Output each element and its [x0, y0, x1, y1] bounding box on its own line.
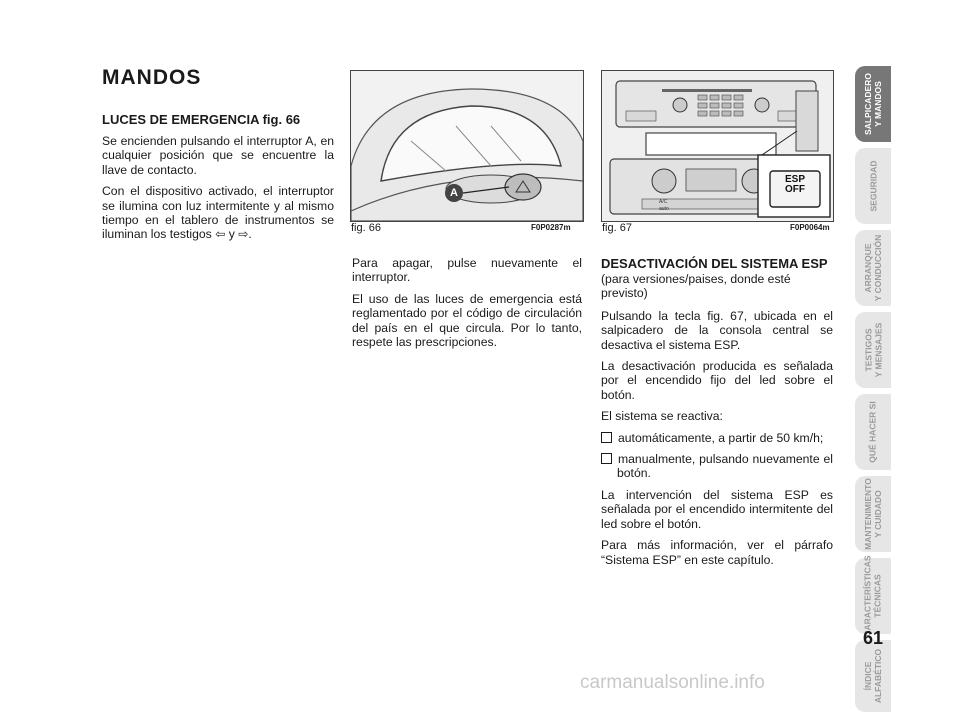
esp-label: ESP — [784, 174, 805, 185]
tab-testigos-y-mensajes[interactable] — [855, 312, 891, 388]
tab-arranque-y-conduccion[interactable] — [855, 230, 891, 306]
paragraph: Para apagar, pulse nuevamente el interruptor. — [352, 256, 582, 285]
checkbox-bullet-icon — [601, 453, 612, 464]
paragraph: Se encienden pulsando el interruptor A, en cualquier posición que se encuentre la llave de contacto. — [102, 134, 334, 177]
page-number: 61 — [862, 628, 884, 648]
paragraph: El sistema se reactiva: — [601, 409, 723, 424]
list-item — [601, 452, 833, 481]
page-title: MANDOS — [102, 66, 202, 89]
figure-66-code: F0P0287m — [531, 223, 571, 232]
esp-off-button-label — [770, 175, 820, 195]
paragraph: Con el dispositivo activado, el interruptor se ilumina con luz intermitente y al mismo tiempo en el tablero de instrumentos se iluminan los testigos ⇦ y ⇨. — [102, 184, 334, 242]
hazard-switch-illustration — [351, 71, 583, 221]
tab-salpicadero-y-mandos[interactable] — [855, 66, 891, 142]
off-label: OFF — [785, 184, 805, 195]
center-console-illustration — [602, 71, 833, 221]
column-right — [601, 256, 833, 574]
section-subtitle: (para versiones/paises, donde esté previsto) — [601, 272, 791, 301]
tab-label: TESTIGOS Y MENSAJES — [863, 322, 884, 378]
list-item-text: manualmente, pulsando nuevamente el botón. — [617, 452, 833, 481]
list-item-text: automáticamente, a partir de 50 km/h; — [618, 430, 824, 445]
tab-label: MANTENIMIENTO Y CUIDADO — [863, 478, 883, 550]
tab-label: ÍNDICE ALFABÉTICO — [863, 648, 883, 704]
paragraph: El uso de las luces de emergencia está reglamentado por el código de circulación del país en el que circula. Por lo tanto, respete las prescripciones. — [352, 291, 582, 350]
paragraph: Pulsando la tecla fig. 67, ubicada en el salpicadero de la consola central se desactiva el sistema ESP. — [601, 308, 833, 352]
figure-66-caption: fig. 66 — [351, 222, 381, 234]
figure-67-code: F0P0064m — [790, 223, 830, 232]
tab-label: ARRANQUE Y CONDUCCIÓN — [863, 234, 883, 302]
watermark-text: carmanualsonline.info — [580, 672, 765, 693]
tab-label: SEGURIDAD — [868, 160, 879, 212]
tab-seguridad[interactable] — [855, 148, 891, 224]
figure-66-hazard-switch — [350, 70, 584, 222]
section-title-hazard-lights: LUCES DE EMERGENCIA fig. 66 — [102, 112, 301, 127]
callout-a-marker — [445, 184, 463, 202]
auto-button-label: auto — [659, 206, 669, 212]
tab-label: SALPICADERO Y MANDOS — [863, 73, 883, 135]
tab-caracteristicas-tecnicas[interactable] — [855, 555, 891, 637]
ac-button-label: A/C — [659, 199, 668, 205]
tab-que-hacer-si[interactable] — [855, 394, 891, 470]
callout-label: A — [450, 187, 458, 199]
paragraph: La intervención del sistema ESP es señalada por el encendido intermitente del led sobre el botón. — [601, 487, 833, 531]
paragraph: Para más información, ver el párrafo “Sistema ESP” en este capítulo. — [601, 538, 833, 567]
list-item — [601, 431, 833, 445]
section-title-esp: DESACTIVACIÓN DEL SISTEMA ESP — [601, 256, 828, 271]
tab-label: CARACTERÍSTICAS TÉCNICAS — [863, 555, 884, 637]
column-left — [102, 66, 334, 249]
tab-label: QUÉ HACER SI — [868, 401, 878, 463]
figure-67-caption: fig. 67 — [602, 222, 632, 234]
checkbox-bullet-icon — [601, 432, 612, 443]
column-middle — [352, 256, 582, 356]
paragraph: La desactivación producida es señalada por el encendido fijo del led sobre el botón. — [601, 359, 833, 402]
tab-mantenimiento-y-cuidado[interactable] — [855, 476, 891, 552]
figure-67-esp-button — [601, 70, 834, 222]
tab-indice-alfabetico[interactable] — [855, 640, 891, 712]
